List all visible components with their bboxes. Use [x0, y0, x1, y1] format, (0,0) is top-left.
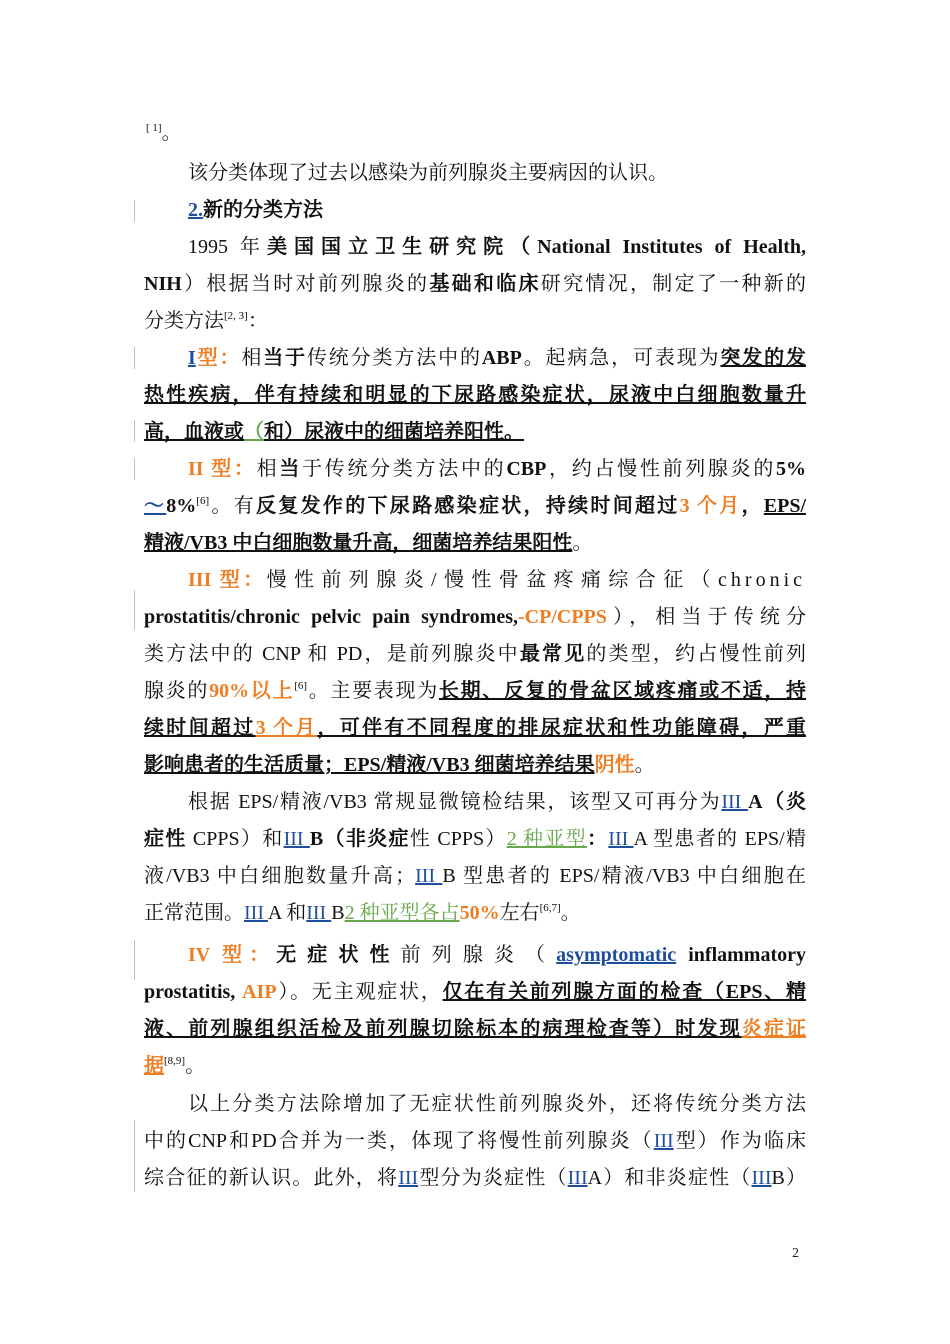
type-3-label: III 型: [188, 569, 244, 591]
summary-paragraph: 以上分类方法除增加了无症状性前列腺炎外，还将传统分类方法 中的CNP和PD合并为一类，体现了将慢性前列腺炎（III型）作为临床 综合征的新认识。此外，将III型分为炎症性（IIIA）和非炎症性（IIIB）: [144, 1093, 806, 1189]
iii-link: III: [721, 791, 749, 813]
revision-bar: [134, 420, 135, 442]
revision-bar: [134, 1120, 135, 1192]
asymptomatic-link: asymptomatic: [556, 944, 677, 966]
heading-number: 2.: [188, 199, 203, 221]
type-4-paragraph: IV 型：无症状性前列腺炎（asymptomatic inflammatory prostatitis, AIP）。无主观症状，仅在有关前列腺方面的检查（EPS、精 液、前列腺组织活检及前列腺切除标本的病理检查等）时发现炎症证 据[8,9]。: [144, 944, 806, 1077]
type-1-paragraph: I型：相当于传统分类方法中的ABP。起病急，可表现为突发的发 热性疾病，伴有持续和明显的下尿路感染症状，尿液中白细胞数量升 高，血液或（和）尿液中的细菌培养阳性。: [144, 347, 806, 443]
page-number: 2: [792, 1246, 799, 1261]
type-3-paragraph: III 型：慢性前列腺炎/慢性骨盆疼痛综合征（chronic prostatitis/chronic pelvic pain syndromes,-CP/CPPS），相当于传统分 类方法中的 CNP 和 PD，是前列腺炎中最常见的类型，约占慢性前列 腺炎的90%以上[6]。主要表现为长期、反复的骨盆区域疼痛或不适，持 续时间超过3 个月，可伴有不同程度的排尿症状和性功能障碍，严重 影响患者的生活质量；EPS/精液/VB3 细菌培养结果阴性。: [144, 569, 806, 776]
type-2-label: II 型: [188, 458, 234, 480]
nih-paragraph: 1995 年美国国立卫生研究院（National Institutes of Health, NIH）根据当时对前列腺炎的基础和临床研究情况，制定了一种新的 分类方法[2, 3]：: [144, 236, 806, 332]
section-heading: [144, 192, 806, 229]
type-2-paragraph: II 型：相当于传统分类方法中的CBP，约占慢性前列腺炎的5% ～8%[6]。有反复发作的下尿路感染症状，持续时间超过3 个月，EPS/ 精液/VB3 中白细胞数量升高，细菌培养结果阳性。: [144, 458, 806, 554]
reference-fragment: [ 1]。: [146, 122, 182, 144]
subtype-paragraph: 根据 EPS/精液/VB3 常规显微镜检结果，该型又可再分为III A（炎 症性 CPPS）和III B（非炎症性 CPPS）2 种亚型：III A 型患者的 EPS/精 液/VB3 中白细胞数量升高；III B 型患者的 EPS/精液/VB3 中白细胞在 正常范围。III A 和III B2 种亚型各占50%左右[6,7]。: [144, 791, 806, 924]
revision-bar: [134, 347, 135, 369]
revision-bar: [134, 458, 135, 480]
heading-title: 新的分类方法: [203, 199, 323, 221]
revision-bar: [134, 940, 135, 980]
type-4-label: IV 型: [188, 944, 250, 966]
intro-paragraph: 该分类体现了过去以感染为前列腺炎主要病因的认识。: [188, 162, 668, 184]
type-1-label: I: [188, 347, 196, 369]
revision-bar: [134, 200, 135, 222]
revision-bar: [134, 590, 135, 630]
